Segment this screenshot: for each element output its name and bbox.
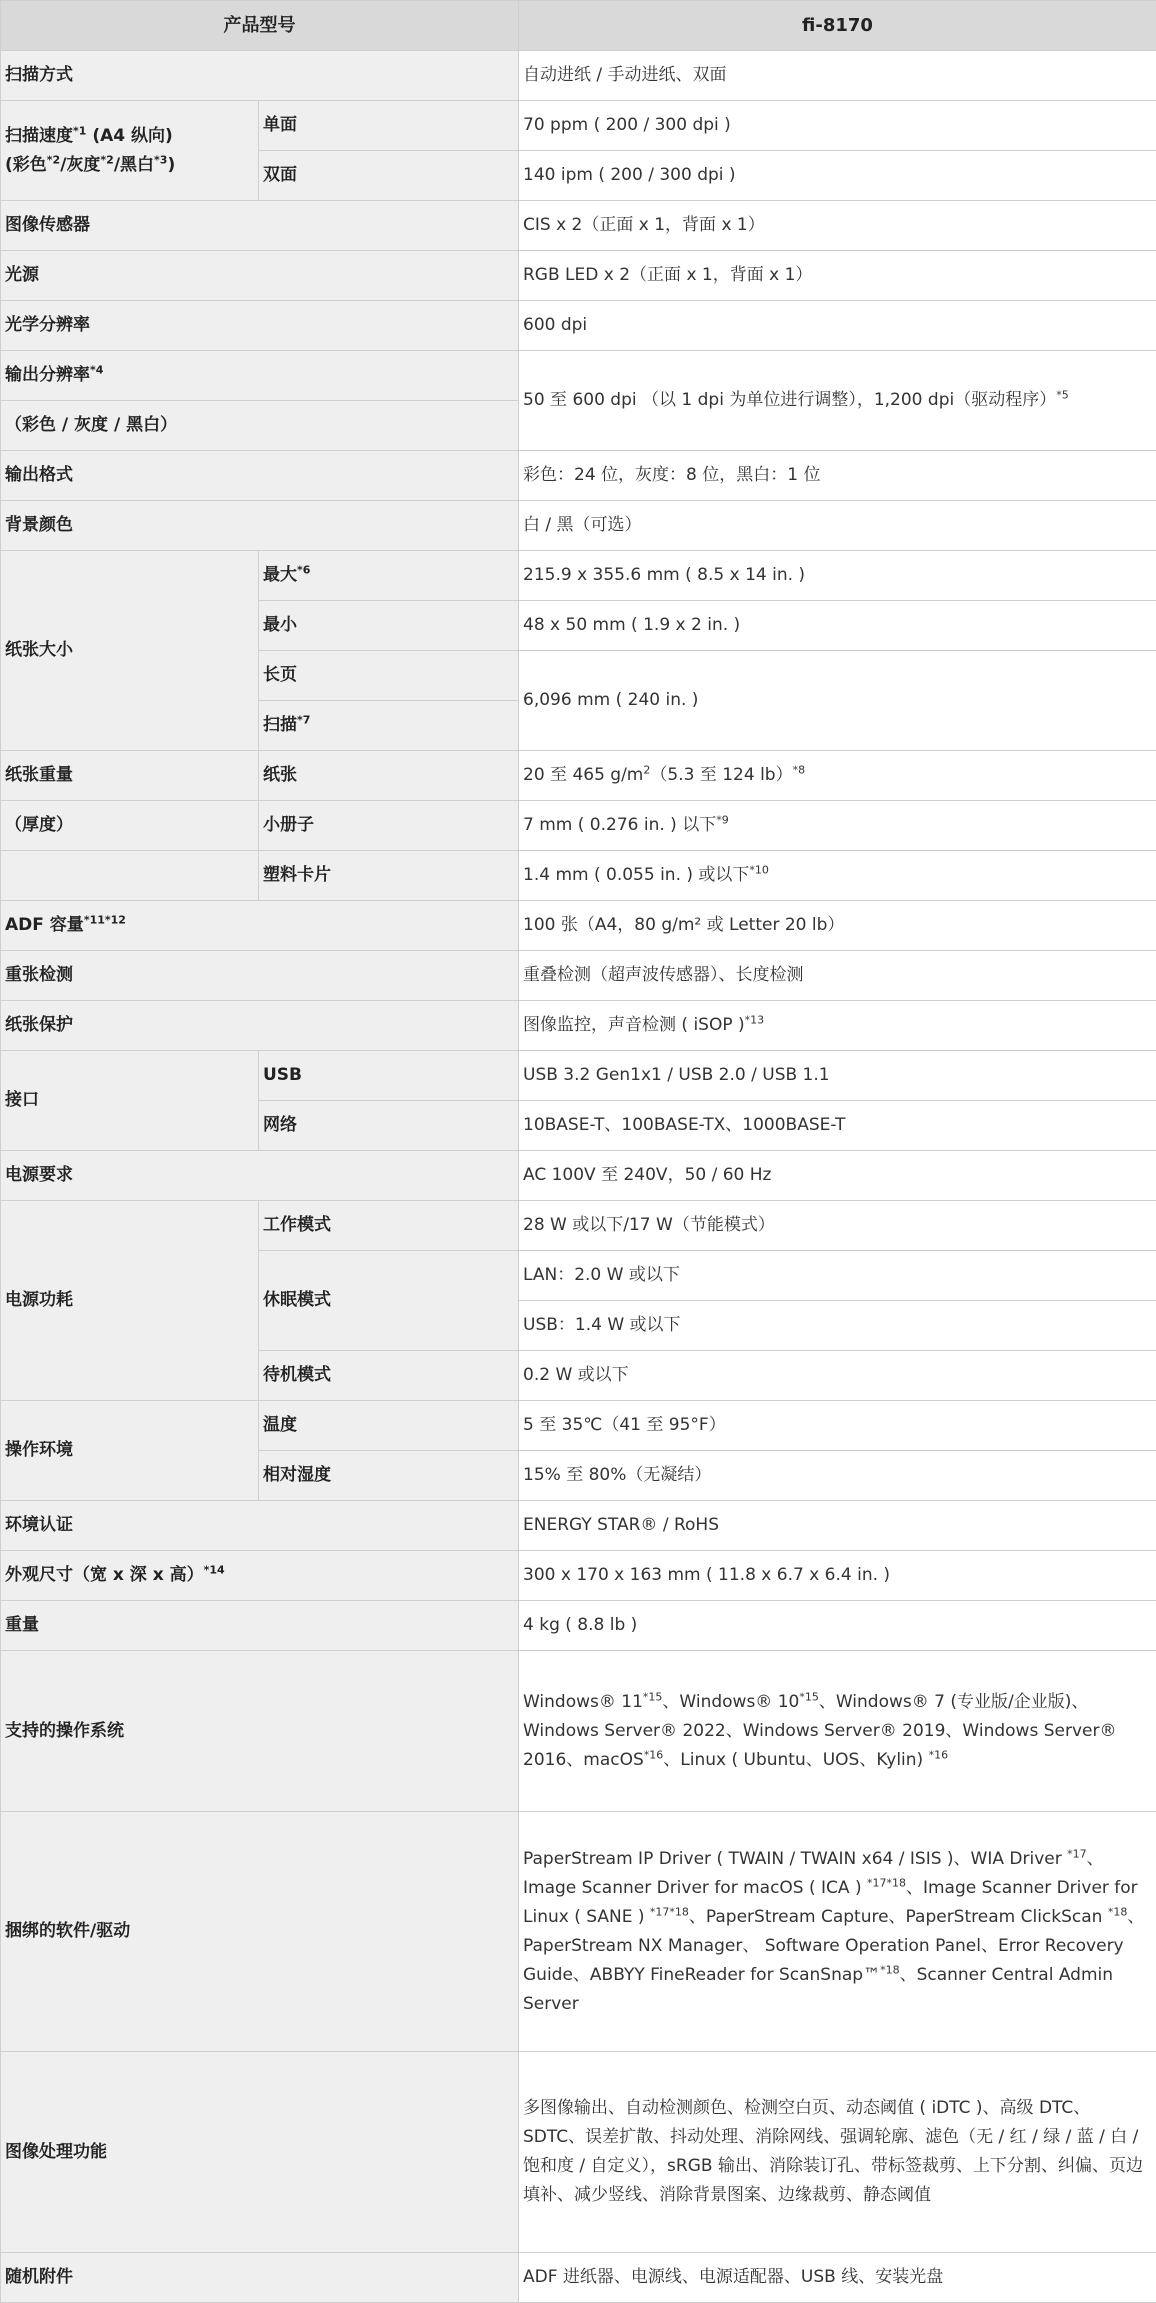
standby-label: 待机模式 (259, 1351, 519, 1401)
row-image-sensor (1, 201, 1156, 251)
paper-size-min-value: 48 x 50 mm ( 1.9 x 2 in. ) (519, 601, 1156, 651)
sleep-lan-value: LAN：2.0 W 或以下 (519, 1251, 1156, 1301)
op-mode-label: 工作模式 (259, 1201, 519, 1251)
paper-size-max-label: 最大$^{*6}$ (259, 551, 519, 601)
weight-label: 重量 (1, 1601, 519, 1651)
image-proc-label: 图像处理功能 (1, 2052, 519, 2253)
header-model-value: fi-8170 (519, 1, 1156, 51)
output-format-label: 输出格式 (1, 451, 519, 501)
row-plastic-card (1, 851, 1156, 901)
accessories-value: ADF 进纸器、电源线、电源适配器、USB 线、安装光盘 (519, 2253, 1156, 2303)
scan-speed-label: 扫描速度$^{*1}$ (A4 纵向) (彩色$^{*2}$/灰度$^{*2}$/黑白$^{*3}$) (1, 101, 259, 201)
dimensions-label: 外观尺寸（宽 x 深 x 高）$^{*14}$ (1, 1551, 519, 1601)
image-sensor-value: CIS x 2（正面 x 1，背面 x 1） (519, 201, 1156, 251)
accessories-label: 随机附件 (1, 2253, 519, 2303)
cert-label: 环境认证 (1, 1501, 519, 1551)
image-proc-value: 多图像输出、自动检测颜色、检测空白页、动态阈值 ( iDTC )、高级 DTC、SDTC、误差扩散、抖动处理、消除网线、强调轮廓、滤色（无 / 红 / 绿 / 蓝 / 白 / 饱和度 / 自定义），sRGB 输出、消除装订孔、带标签裁剪、上下分割、纠偏、页边填补、减少竖线、消除背景图案、边缘裁剪、静态阈值 (519, 2052, 1156, 2253)
temp-value: 5 至 35℃（41 至 95°F） (519, 1401, 1156, 1451)
multifeed-label: 重张检测 (1, 951, 519, 1001)
row-os (1, 1651, 1156, 1812)
light-source-value: RGB LED x 2（正面 x 1，背面 x 1） (519, 251, 1156, 301)
row-interface-usb (1, 1051, 1156, 1101)
env-label: 操作环境 (1, 1401, 259, 1501)
paper-size-long-value: 6,096 mm ( 240 in. ) (519, 651, 1156, 751)
os-value: Windows® 11$^{*15}$、Windows® 10$^{*15}$、Windows® 7 (专业版/企业版)、Windows Server® 2022、Windows Server® 2019、Windows Server® 2016、macOS$^{*16}$、Linux ( Ubuntu、UOS、Kylin) $^{*16}$ (519, 1651, 1156, 1812)
power-cons-label: 电源功耗 (1, 1201, 259, 1401)
cert-value: ENERGY STAR® / RoHS (519, 1501, 1156, 1551)
optical-res-value: 600 dpi (519, 301, 1156, 351)
paper-size-long-label: 长页 (259, 651, 519, 701)
op-mode-value: 28 W 或以下/17 W（节能模式） (519, 1201, 1156, 1251)
row-cert (1, 1501, 1156, 1551)
humidity-label: 相对湿度 (259, 1451, 519, 1501)
row-paper-size-max (1, 551, 1156, 601)
paper-thickness-label: （厚度） (1, 801, 259, 851)
temp-label: 温度 (259, 1401, 519, 1451)
row-weight (1, 1601, 1156, 1651)
sleep-mode-label: 休眠模式 (259, 1251, 519, 1351)
row-optical-res (1, 301, 1156, 351)
booklet-label: 小册子 (259, 801, 519, 851)
row-env-temp (1, 1401, 1156, 1451)
power-req-label: 电源要求 (1, 1151, 519, 1201)
header-model-label: 产品型号 (1, 1, 519, 51)
power-req-value: AC 100V 至 240V，50 / 60 Hz (519, 1151, 1156, 1201)
output-res-value: 50 至 600 dpi （以 1 dpi 为单位进行调整），1,200 dpi（驱动程序）$^{*5}$ (519, 351, 1156, 451)
row-multifeed (1, 951, 1156, 1001)
row-software (1, 1812, 1156, 2052)
row-paper-weight (1, 751, 1156, 801)
dimensions-value: 300 x 170 x 163 mm ( 11.8 x 6.7 x 6.4 in. ) (519, 1551, 1156, 1601)
adf-value: 100 张（A4，80 g/m² 或 Letter 20 lb） (519, 901, 1156, 951)
weight-value: 4 kg ( 8.8 lb ) (519, 1601, 1156, 1651)
plastic-card-value: 1.4 mm ( 0.055 in. ) 或以下$^{*10}$ (519, 851, 1156, 901)
paper-weight-paper-value: 20 至 465 $g/m^2(5.3$ 至 124 lb）$^{*8}$ (519, 751, 1156, 801)
duplex-label: 双面 (259, 151, 519, 201)
row-dimensions (1, 1551, 1156, 1601)
row-light-source (1, 251, 1156, 301)
row-power-op (1, 1201, 1156, 1251)
sleep-usb-value: USB：1.4 W 或以下 (519, 1301, 1156, 1351)
os-label: 支持的操作系统 (1, 1651, 519, 1812)
simplex-label: 单面 (259, 101, 519, 151)
plastic-card-blank (1, 851, 259, 901)
paper-size-label: 纸张大小 (1, 551, 259, 751)
adf-label: ADF 容量$^{*11*12}$ (1, 901, 519, 951)
row-background (1, 501, 1156, 551)
interface-label: 接口 (1, 1051, 259, 1151)
image-sensor-label: 图像传感器 (1, 201, 519, 251)
humidity-value: 15% 至 80%（无凝结） (519, 1451, 1156, 1501)
paper-protect-value: 图像监控，声音检测 ( iSOP )$^{*13}$ (519, 1001, 1156, 1051)
usb-label: USB (259, 1051, 519, 1101)
usb-value: USB 3.2 Gen1x1 / USB 2.0 / USB 1.1 (519, 1051, 1156, 1101)
row-power-req (1, 1151, 1156, 1201)
header-row (1, 1, 1156, 51)
output-res-modes: （彩色 / 灰度 / 黑白） (1, 401, 519, 451)
background-label: 背景颜色 (1, 501, 519, 551)
row-paper-booklet (1, 801, 1156, 851)
software-label: 捆绑的软件/驱动 (1, 1812, 519, 2052)
background-value: 白 / 黑（可选） (519, 501, 1156, 551)
standby-value: 0.2 W 或以下 (519, 1351, 1156, 1401)
row-scan-speed-simplex (1, 101, 1156, 151)
scan-method-label: 扫描方式 (1, 51, 519, 101)
row-accessories (1, 2253, 1156, 2303)
paper-weight-paper-label: 纸张 (259, 751, 519, 801)
paper-size-min-label: 最小 (259, 601, 519, 651)
light-source-label: 光源 (1, 251, 519, 301)
row-output-format (1, 451, 1156, 501)
row-paper-protect (1, 1001, 1156, 1051)
network-value: 10BASE-T、100BASE-TX、1000BASE-T (519, 1101, 1156, 1151)
row-adf (1, 901, 1156, 951)
output-res-label: 输出分辨率$^{*4}$ (1, 351, 519, 401)
paper-size-max-value: 215.9 x 355.6 mm ( 8.5 x 14 in. ) (519, 551, 1156, 601)
network-label: 网络 (259, 1101, 519, 1151)
paper-size-scan-label: 扫描$^{*7}$ (259, 701, 519, 751)
simplex-value: 70 ppm ( 200 / 300 dpi ) (519, 101, 1156, 151)
row-image-proc (1, 2052, 1156, 2253)
optical-res-label: 光学分辨率 (1, 301, 519, 351)
row-scan-method (1, 51, 1156, 101)
booklet-value: 7 mm ( 0.276 in. ) 以下$^{*9}$ (519, 801, 1156, 851)
duplex-value: 140 ipm ( 200 / 300 dpi ) (519, 151, 1156, 201)
scan-method-value: 自动进纸 / 手动进纸、双面 (519, 51, 1156, 101)
paper-weight-label: 纸张重量 (1, 751, 259, 801)
row-output-res-a (1, 351, 1156, 401)
software-value: PaperStream IP Driver ( TWAIN / TWAIN x64 / ISIS )、WIA Driver $^{*17}$、Image Scanner Driver for macOS ( ICA ) $^{*17*18}$、Image Scanner Driver for Linux ( SANE ) $^{*17*18}$、PaperStream Capture、PaperStream ClickScan $^{*18}$、PaperStream NX Manager、 Software Operation Panel、Error Recovery Guide、ABBYY FineReader for ScanSnap™$^{*18}$、Scanner Central Admin Server (519, 1812, 1156, 2052)
paper-protect-label: 纸张保护 (1, 1001, 519, 1051)
multifeed-value: 重叠检测（超声波传感器）、长度检测 (519, 951, 1156, 1001)
plastic-card-label: 塑料卡片 (259, 851, 519, 901)
output-format-value: 彩色：24 位，灰度：8 位，黑白：1 位 (519, 451, 1156, 501)
